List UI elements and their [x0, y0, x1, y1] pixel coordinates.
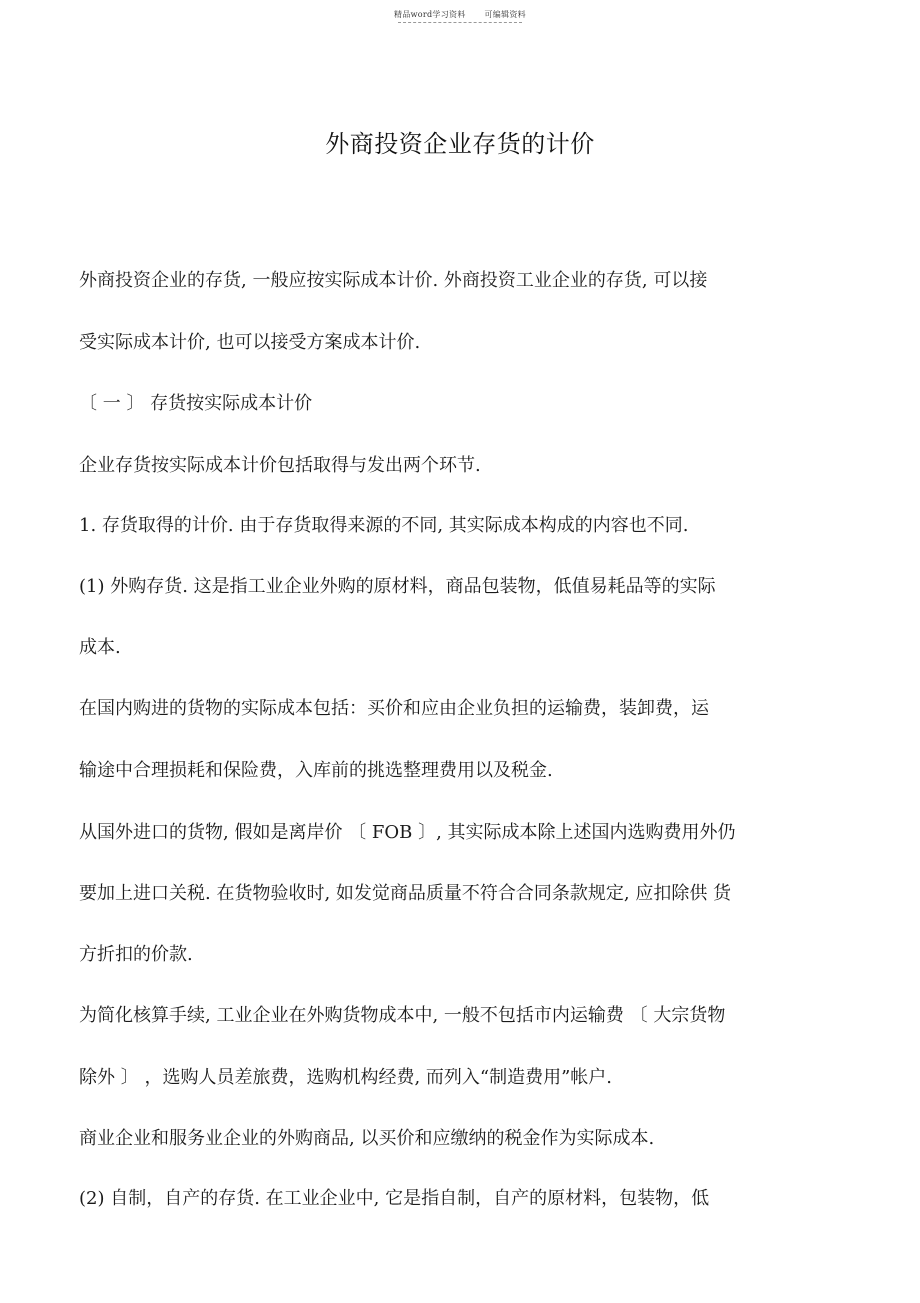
paragraph-line: 要加上进口关税. 在货物验收时, 如发觉商品质量不符合合同条款规定, 应扣除供 货 [79, 883, 732, 904]
paragraph-line: 方折扣的价款. [79, 944, 193, 965]
paragraph-line: 1. 存货取得的计价. 由于存货取得来源的不同, 其实际成本构成的内容也不同. [79, 515, 689, 536]
header-divider [398, 22, 522, 23]
paragraph-line: 受实际成本计价, 也可以接受方案成本计价. [79, 332, 421, 353]
header-left-text: 精品word学习资料 [394, 10, 466, 19]
paragraph-line: 外商投资企业的存货, 一般应按实际成本计价. 外商投资工业企业的存货, 可以接 [79, 270, 708, 291]
paragraph-line: (2) 自制，自产的存货. 在工业企业中, 它是指自制，自产的原材料，包装物，低 [79, 1188, 710, 1209]
paragraph-line: 为简化核算手续, 工业企业在外购货物成本中, 一般不包括市内运输费 〔 大宗货物 [79, 1005, 726, 1026]
section-heading: 〔 一 〕 存货按实际成本计价 [79, 393, 313, 414]
paragraph-line: 企业存货按实际成本计价包括取得与发出两个环节. [79, 455, 481, 476]
paragraph-line: 商业企业和服务业企业的外购商品, 以买价和应缴纳的税金作为实际成本. [79, 1128, 655, 1149]
paragraph-line: 输途中合理损耗和保险费，入库前的挑选整理费用以及税金. [79, 760, 553, 781]
paragraph-line: 除外 〕 ，选购人员差旅费，选购机构经费, 而列入“制造费用”帐户. [79, 1067, 613, 1088]
paragraph-line: 在国内购进的货物的实际成本包括：买价和应由企业负担的运输费，装卸费，运 [79, 698, 709, 719]
page-header [0, 9, 920, 20]
paragraph-line: 从国外进口的货物, 假如是离岸价 〔 FOB 〕, 其实际成本除上述国内选购费用外仍 [79, 822, 736, 843]
document-title: 外商投资企业存货的计价 [325, 130, 595, 158]
paragraph-line: 成本. [79, 637, 121, 658]
paragraph-line: (1) 外购存货. 这是指工业企业外购的原材料，商品包装物，低值易耗品等的实际 [79, 576, 716, 597]
header-right-text: 可编辑资料 [484, 10, 526, 19]
